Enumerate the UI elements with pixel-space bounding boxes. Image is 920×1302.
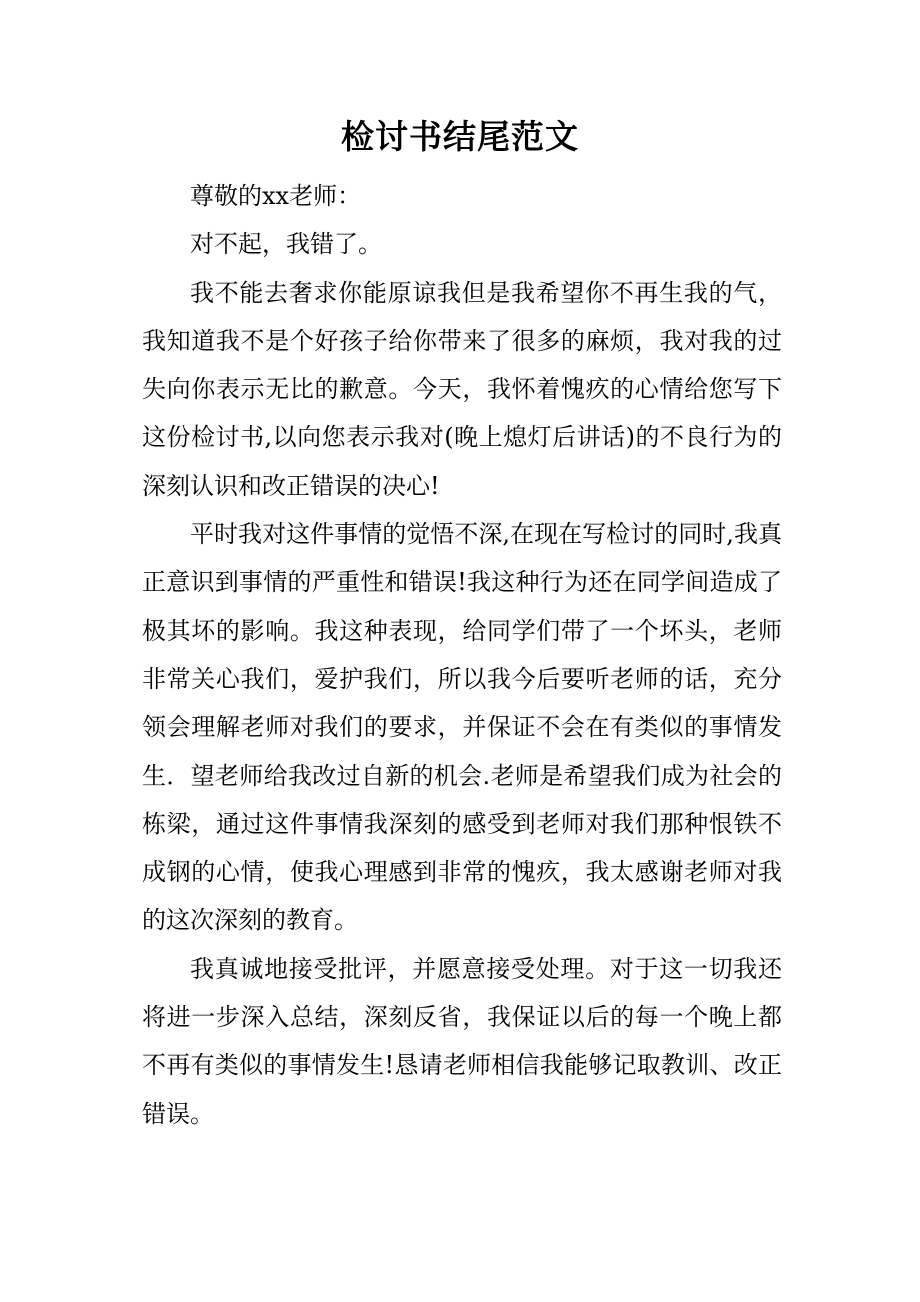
salutation: 尊敬的xx老师： [190,182,362,210]
body-paragraph-2: 平时我对这件事情的觉悟不深,在现在写检讨的同时,我真正意识到事情的严重性和错误!我这种行为还在同学间造成了极其坏的影响。我这种表现，给同学们带了一个坏头，老师非常关心我们，爱护我们，所以我今后要听老师的话，充分领会理解老师对我们的要求，并保证不会在有类似的事情发生．望老师给我改过自新的机会.老师是希望我们成为社会的栋梁，通过这件事情我深刻的感受到老师对我们那种恨铁不成钢的心情，使我心理感到非常的愧疚，我太感谢老师对我的这次深刻的教育。 [142,520,782,935]
document-body [142,172,782,1138]
document-title: 检讨书结尾范文 [341,117,579,156]
body-paragraph-3: 我真诚地接受批评，并愿意接受处理。对于这一切我还将进一步深入总结，深刻反省，我保证以后的每一个晚上都不再有类似的事情发生!恳请老师相信我能够记取教训、改正错误。 [142,954,782,1128]
body-paragraph-1: 我不能去奢求你能原谅我但是我希望你不再生我的气，我知道我不是个好孩子给你带来了很多的麻烦，我对我的过失向你表示无比的歉意。今天，我怀着愧疚的心情给您写下这份检讨书,以向您表示我对(晚上熄灯后讲话)的不良行为的深刻认识和改正错误的决心! [142,278,782,500]
apology-line: 对不起，我错了。 [190,230,382,259]
